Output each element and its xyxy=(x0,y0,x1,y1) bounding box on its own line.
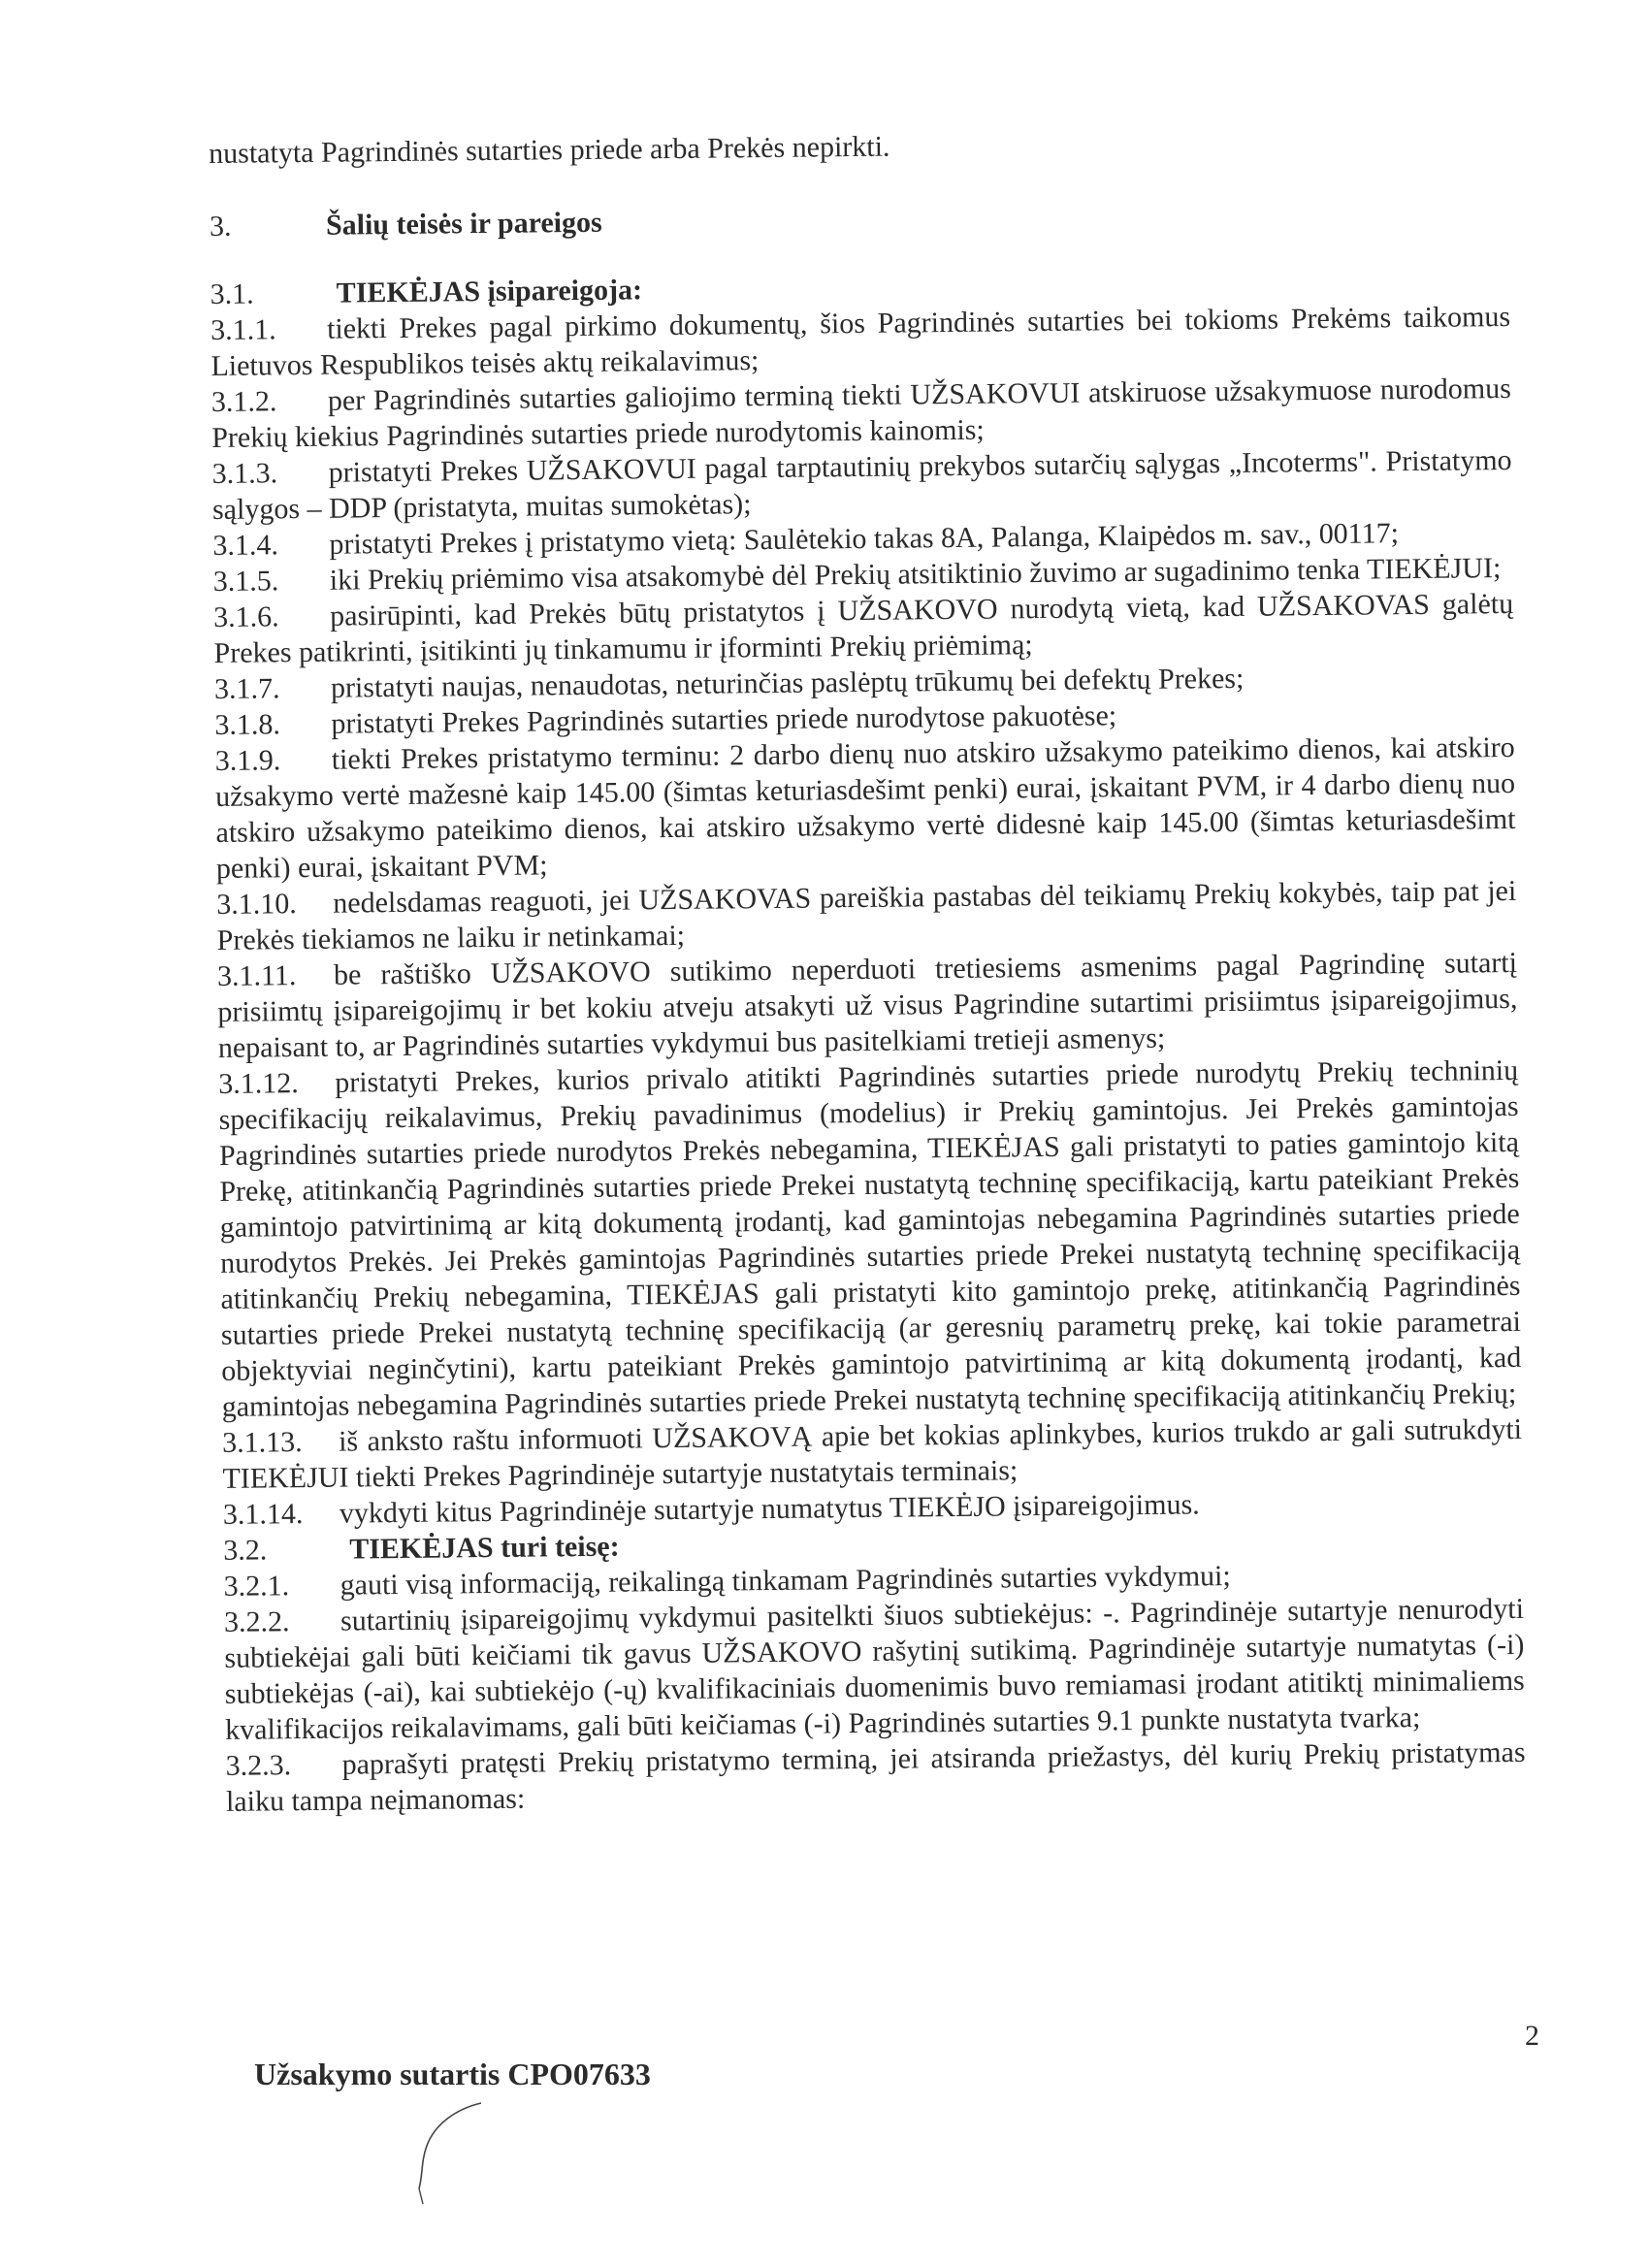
item-number: 3.2.2. xyxy=(223,1605,290,1638)
item-number: 3.1.2. xyxy=(210,385,277,418)
list-item xyxy=(222,1411,1523,1497)
item-text: pristatyti naujas, nenaudotas, neturinčias paslėptų trūkumų bei defektų Prekes; xyxy=(330,662,1245,704)
item-number: 3.1.5. xyxy=(212,565,279,598)
list-item xyxy=(211,371,1512,456)
list-3-2 xyxy=(223,1555,1526,1820)
list-3-1 xyxy=(210,299,1523,1533)
item-number: 3.1.10. xyxy=(216,888,297,921)
item-text: pasirūpinti, kad Prekės būtų pristatytos į UŽSAKOVO nurodytą vietą, kad UŽSAKOVAS galėtų Prekes patikrinti, įsitikinti jų tinkamumu ir įforminti Prekių priėmimą; xyxy=(213,587,1514,669)
item-text: tiekti Prekes pristatymo terminu: 2 darbo dienų nuo atskiro užsakymo pateikimo dienos, kai atskiro užsakymo vertė mažesnė kaip 145.00 (šimtas keturiasdešimt penki) eurai, įskaitant PVM, ir 4 darbo dienų nuo atskiro užsakymo pateikimo dienos, kai atskiro užsakymo vertė didesnė kaip 145.00 (šimtas keturiasdešimt penki) eurai, įskaitant PVM; xyxy=(214,730,1516,885)
item-number: 3.1.8. xyxy=(214,708,281,741)
item-text: gauti visą informaciją, reikalingą tinkamam Pagrindinės sutarties vykdymui; xyxy=(340,1560,1231,1602)
item-number: 3.1.9. xyxy=(214,744,281,777)
subsection-number: 3.2. xyxy=(223,1534,268,1567)
section-3-heading xyxy=(210,197,1509,243)
list-item xyxy=(225,1734,1526,1820)
list-item xyxy=(217,945,1518,1066)
item-number: 3.2.1. xyxy=(223,1570,290,1603)
item-text: be raštiško UŽSAKOVO sutikimo neperduoti tretiesiems asmenims pagal Pagrindinę sutartį prisiimtų įsipareigojimų ir bet kokiu atveju atsakyti už visus Pagrindine sutartimi prisiimtus įsipareigojimus, nepaisant to, ar Pagrindinės sutarties vykdymui bus pasitelkiami tretieji asmenys; xyxy=(217,946,1518,1064)
item-text: pristatyti Prekes UŽSAKOVUI pagal tarptautinių prekybos sutarčių sąlygas „Incoterms". Pristatymo sąlygos – DDP (pristatyta, muitas sumokėtas); xyxy=(211,443,1512,526)
list-item xyxy=(216,873,1517,958)
list-item xyxy=(218,1053,1522,1425)
item-text: tiekti Prekes pagal pirkimo dokumentų, šios Pagrindinės sutarties bei tokioms Prekėms taikomus Lietuvos Respublikos teisės aktų reikalavimus; xyxy=(210,300,1511,382)
item-number: 3.1.13. xyxy=(221,1426,303,1459)
item-text: vykdyti kitus Pagrindinėje sutartyje numatytus TIEKĖJO įsipareigojimus. xyxy=(339,1488,1200,1530)
signature-mark xyxy=(405,2095,522,2212)
item-number: 3.1.7. xyxy=(213,672,280,705)
list-item xyxy=(211,442,1512,528)
item-text: pristatyti Prekes į pristatymo vietą: Saulėtekio takas 8A, Palanga, Klaipėdos m. sav., 00117; xyxy=(329,517,1400,561)
page-number: 2 xyxy=(1525,2020,1539,2052)
section-number: 3. xyxy=(209,210,232,243)
subsection-number: 3.1. xyxy=(210,277,254,310)
subsection-title: TIEKĖJAS turi teisę: xyxy=(349,1530,620,1566)
item-number: 3.1.1. xyxy=(210,313,276,346)
item-number: 3.1.4. xyxy=(212,529,279,562)
subsection-title: TIEKĖJAS įsipareigoja: xyxy=(336,274,643,309)
list-item xyxy=(215,729,1516,887)
item-number: 3.1.14. xyxy=(222,1498,304,1531)
list-item xyxy=(210,299,1511,384)
item-text: paprašyti pratęsti Prekių pristatymo terminą, jei atsiranda priežastys, dėl kurių Prekių pristatymas laiku tampa neįmanomas: xyxy=(225,1735,1526,1818)
item-text: nedelsdamas reaguoti, jei UŽSAKOVAS pareiškia pastabas dėl teikiamų Prekių kokybės, taip pat jei Prekės tiekiamos ne laiku ir netinkamai; xyxy=(216,874,1517,956)
item-number: 3.1.11. xyxy=(216,959,297,992)
item-number: 3.1.3. xyxy=(211,457,278,490)
item-text: iš anksto raštu informuoti UŽSAKOVĄ apie bet kokias aplinkybes, kurios trukdo ar gali sutrukdyti TIEKĖJUI tiekti Prekes Pagrindinėje sutartyje nustatytais terminais; xyxy=(222,1412,1523,1495)
footer-contract-title: Užsakymo sutartis CPO07633 xyxy=(254,2057,651,2091)
item-text: pristatyti Prekes Pagrindinės sutarties priede nurodytose pakuotėse; xyxy=(331,699,1117,740)
intro-line: nustatyta Pagrindinės sutarties priede arba Prekės nepirkti. xyxy=(209,130,890,170)
list-item xyxy=(224,1591,1525,1748)
item-number: 3.2.3. xyxy=(225,1749,292,1782)
document-page xyxy=(209,122,1526,1820)
item-text: sutartinių įsipareigojimų vykdymui pasitelkti šiuos subtiekėjus: -. Pagrindinėje sutartyje nenurodyti subtiekėjai gali būti keičiami tik gavus UŽSAKOVO rašytinį sutikimą. Pagrindinėje sutartyje numatytas (-i) subtiekėjas (-ai), kai subtiekėjo (-ų) kvalifikaciniais duomenimis buvo remiamasi įrodant atitiktį minimaliems kvalifikacijos reikalavimams, gali būti keičiamas (-i) Pagrindinės sutarties 9.1 punkte nustatyta tvarka; xyxy=(224,1592,1525,1746)
item-number: 3.1.6. xyxy=(213,600,279,633)
item-number: 3.1.12. xyxy=(218,1067,299,1100)
item-text: pristatyti Prekes, kurios privalo atitikti Pagrindinės sutarties priede nurodytų Prekių techninių specifikacijų reikalavimus, Prekių pavadinimus (modelius) ir Prekių gamintojus. Jei Prekės gamintojas Pagrindinės sutarties priede nurodytos Prekės nebegamina, TIEKĖJAS gali pristatyti to paties gamintojo kitą Prekę, atitinkančią Pagrindinės sutarties priede Prekei nustatytą techninę specifikaciją, kartu pateikiant Prekės gamintojo patvirtinimą ar kitą dokumentą įrodantį, kad gamintojas nebegamina Pagrindinės sutarties priede nurodytos Prekės. Jei Prekės gamintojas Pagrindinės sutarties priede Prekei nustatytą techninę specifikaciją atitinkančių Prekių nebegamina, TIEKĖJAS gali pristatyti kito gamintojo prekę, atitinkančią Pagrindinės sutarties priede Prekei nustatytą techninę specifikaciją (ar geresnių parametrų prekę, kai tokie parametrai objektyviai neginčytini), kartu pateikiant Prekės gamintojo patvirtinimą ar kitą dokumentą įrodantį, kad gamintojas nebegamina Pagrindinės sutarties priede Prekei nustatytą techninę specifikaciją atitinkančių Prekių; xyxy=(218,1053,1522,1423)
section-title: Šalių teisės ir pareigos xyxy=(325,206,602,242)
list-item xyxy=(213,586,1514,671)
item-text: iki Prekių priėmimo visa atsakomybė dėl Prekių atsitiktinio žuvimo ar sugadinimo tenka TIEKĖJUI; xyxy=(329,552,1502,597)
item-text: per Pagrindinės sutarties galiojimo terminą tiekti UŽSAKOVUI atskiruose užsakymuose nurodomus Prekių kiekius Pagrindinės sutarties priede nurodytomis kainomis; xyxy=(211,372,1511,454)
